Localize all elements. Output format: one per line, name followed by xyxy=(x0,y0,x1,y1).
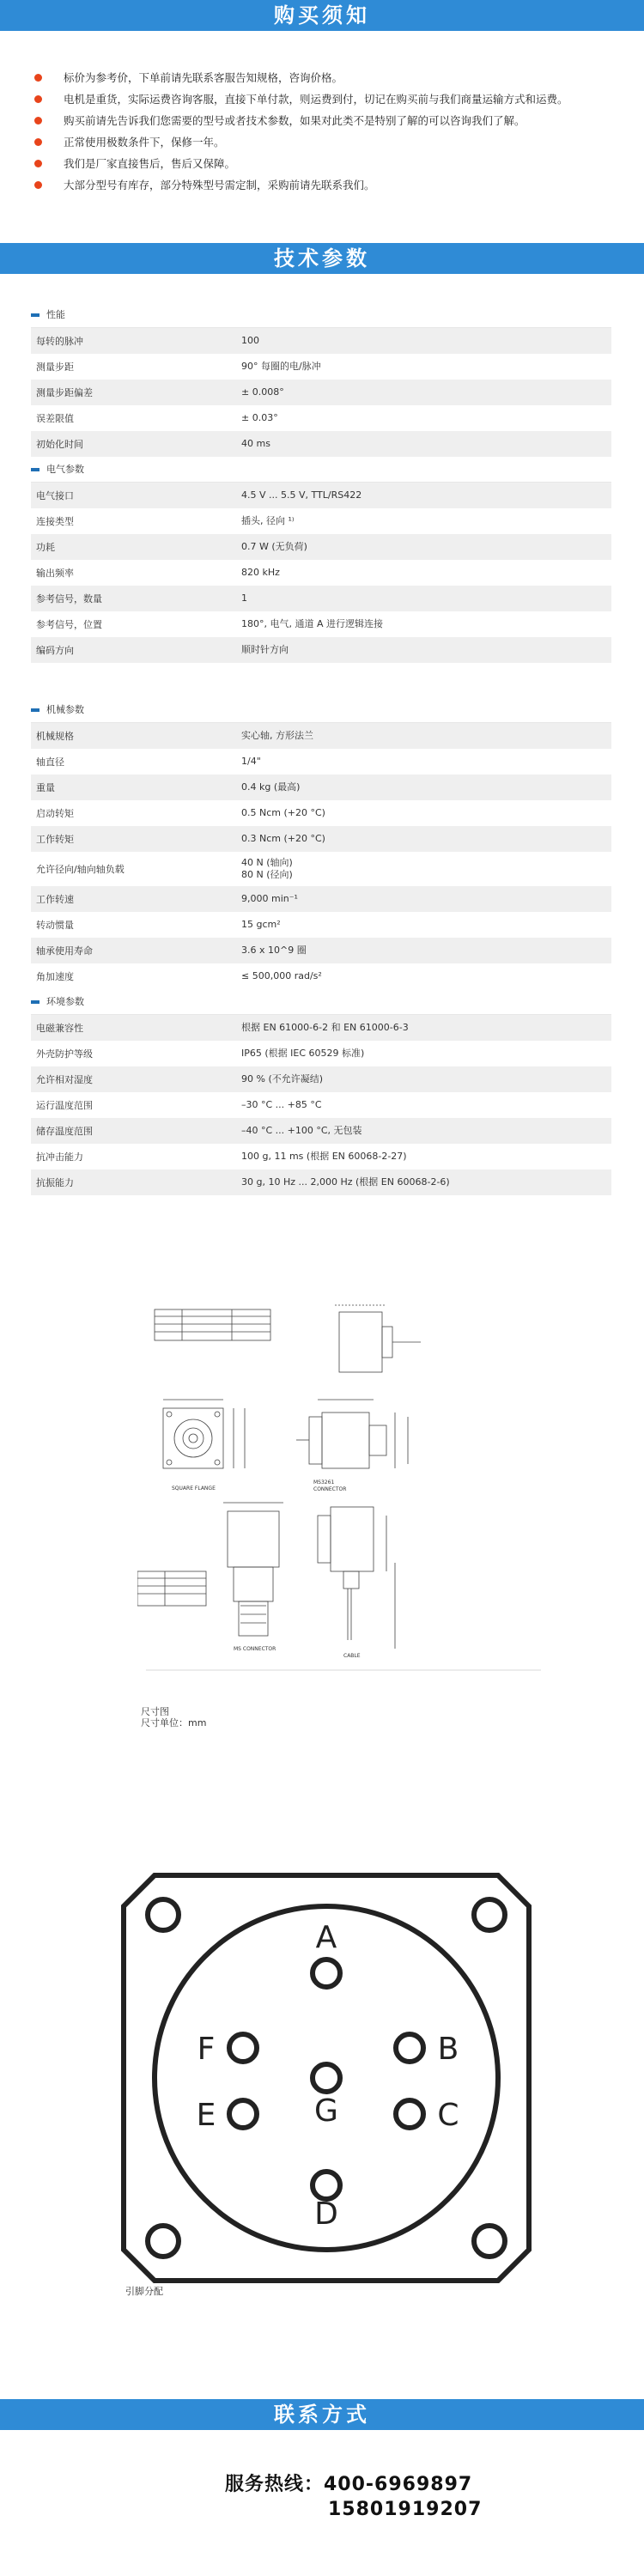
spec-key: 机械规格 xyxy=(36,731,74,742)
notice-item xyxy=(33,174,625,196)
spec-value: ± 0.008° xyxy=(241,386,284,398)
pin-label-f: F xyxy=(197,2032,216,2067)
pin-f xyxy=(229,2034,257,2062)
spec-row xyxy=(31,1118,611,1144)
pin-label-c: C xyxy=(437,2098,459,2133)
spec-row xyxy=(31,586,611,611)
spec-value: 40 N (轴向) 80 N (径向) xyxy=(241,857,293,880)
spec-key: 允许相对湿度 xyxy=(36,1074,93,1085)
spec-value: ± 0.03° xyxy=(241,412,278,423)
purchase-notice-banner xyxy=(0,0,644,31)
spec-row xyxy=(31,508,611,534)
spec-row xyxy=(31,800,611,826)
spec-row xyxy=(31,852,611,886)
spec-rows xyxy=(31,328,611,457)
bullet-dot-icon xyxy=(34,138,42,146)
spec-section-header xyxy=(31,302,611,328)
spec-key: 工作转矩 xyxy=(36,834,74,845)
pin-c xyxy=(396,2100,423,2128)
pin-label-e: E xyxy=(196,2098,216,2133)
banner-title: 购买须知 xyxy=(274,3,370,27)
pinout-svg xyxy=(120,1872,532,2284)
spec-key: 电磁兼容性 xyxy=(36,1023,83,1034)
spec-row xyxy=(31,1144,611,1170)
section-marker-icon xyxy=(31,468,39,471)
spec-value: 40 ms xyxy=(241,438,270,449)
spec-value: 0.4 kg (最高) xyxy=(241,781,301,793)
mount-hole-tl xyxy=(148,1899,179,1930)
bullet-dot-icon xyxy=(34,160,42,167)
dimension-drawing-svg xyxy=(137,1279,541,1674)
tech-specs-banner xyxy=(0,243,644,274)
spec-value: 90° 每圈的电/脉冲 xyxy=(241,361,321,372)
spec-key: 参考信号，数量 xyxy=(36,593,102,605)
spec-row xyxy=(31,1066,611,1092)
spec-key: 轴承使用寿命 xyxy=(36,945,93,957)
drawing-caption-title: 尺寸图 xyxy=(141,1706,169,1717)
contact-banner xyxy=(0,2399,644,2430)
spec-value: 90 % (不允许凝结) xyxy=(241,1073,324,1084)
spec-row xyxy=(31,826,611,852)
banner-title: 技术参数 xyxy=(274,246,370,270)
notice-text: 大部分型号有库存，部分特殊型号需定制，采购前请先联系我们。 xyxy=(64,179,375,191)
spec-key: 每转的脉冲 xyxy=(36,336,83,347)
spec-key: 储存温度范围 xyxy=(36,1126,93,1137)
spec-key: 测量步距偏差 xyxy=(36,387,93,398)
pin-a xyxy=(313,1959,340,1987)
pin-b xyxy=(396,2034,423,2062)
spec-section-title: 机械参数 xyxy=(46,704,84,715)
spec-value: 100 xyxy=(241,335,259,346)
pin-e xyxy=(229,2100,257,2128)
spec-key: 允许径向/轴向轴负载 xyxy=(36,864,125,875)
cable-label: CABLE xyxy=(343,1653,361,1659)
ms-connector-label: MS CONNECTOR xyxy=(234,1646,276,1652)
mount-hole-bl xyxy=(148,2226,179,2257)
spec-row xyxy=(31,723,611,749)
notice-item xyxy=(33,110,625,131)
pin-label-b: B xyxy=(437,2032,459,2067)
notice-text: 我们是厂家直接售后，售后又保障。 xyxy=(64,157,236,170)
spec-rows xyxy=(31,723,611,989)
notice-text: 正常使用极数条件下，保修一年。 xyxy=(64,136,225,149)
spec-row xyxy=(31,637,611,663)
drawing-caption-unit: 尺寸单位：mm xyxy=(141,1717,207,1728)
spec-value: 1/4" xyxy=(241,756,261,767)
ms3261-label: MS3261 xyxy=(313,1479,335,1485)
spec-key: 初始化时间 xyxy=(36,439,83,450)
notice-item xyxy=(33,67,625,88)
notice-item xyxy=(33,131,625,153)
bullet-dot-icon xyxy=(34,117,42,125)
section-marker-icon xyxy=(31,313,39,317)
spec-row xyxy=(31,611,611,637)
service-hotline: 服务热线：400-6969897 xyxy=(225,2474,473,2495)
spec-key: 误差限值 xyxy=(36,413,74,424)
spec-value: 根据 EN 61000-6-2 和 EN 61000-6-3 xyxy=(241,1022,409,1033)
pin-label-g: G xyxy=(314,2093,338,2129)
spec-row xyxy=(31,328,611,354)
spec-value: 实心轴, 方形法兰 xyxy=(241,730,313,741)
banner-title: 联系方式 xyxy=(274,2403,370,2427)
spec-key: 电气接口 xyxy=(36,490,74,501)
spec-value: –30 °C ... +85 °C xyxy=(241,1099,322,1110)
spec-section-title: 电气参数 xyxy=(46,464,84,475)
spec-value: 9,000 min⁻¹ xyxy=(241,893,298,904)
spec-row xyxy=(31,963,611,989)
spec-row xyxy=(31,431,611,457)
spec-row xyxy=(31,1041,611,1066)
spec-section-header xyxy=(31,697,611,723)
spec-row xyxy=(31,938,611,963)
spec-row xyxy=(31,749,611,775)
spec-key: 启动转矩 xyxy=(36,808,74,819)
connector-label: CONNECTOR xyxy=(313,1486,347,1492)
spec-value: –40 °C ... +100 °C, 无包装 xyxy=(241,1125,362,1136)
spec-key: 轴直径 xyxy=(36,756,64,768)
spec-value: ≤ 500,000 rad/s² xyxy=(241,970,322,981)
spec-rows xyxy=(31,483,611,663)
spec-key: 角加速度 xyxy=(36,971,74,982)
purchase-notice-list xyxy=(33,67,625,196)
spec-row xyxy=(31,483,611,508)
section-marker-icon xyxy=(31,1000,39,1004)
spec-row xyxy=(31,912,611,938)
notice-text: 电机是重货，实际运费咨询客服，直接下单付款，则运费到付，切记在购买前与我们商量运输方式和运费。 xyxy=(64,93,568,106)
notice-item xyxy=(33,153,625,174)
spec-key: 抗振能力 xyxy=(36,1177,74,1188)
spec-key: 连接类型 xyxy=(36,516,74,527)
spec-row xyxy=(31,405,611,431)
bullet-dot-icon xyxy=(34,74,42,82)
spec-key: 重量 xyxy=(36,782,55,793)
spec-value: 820 kHz xyxy=(241,567,280,578)
spec-value: 插头, 径向 ¹⁾ xyxy=(241,515,295,526)
spec-key: 功耗 xyxy=(36,542,55,553)
spec-key: 输出频率 xyxy=(36,568,74,579)
spec-rows xyxy=(31,1015,611,1195)
bullet-dot-icon xyxy=(34,95,42,103)
pin-label-a: A xyxy=(315,1920,337,1955)
spec-section-title: 性能 xyxy=(46,309,65,320)
spec-value: 1 xyxy=(241,592,247,604)
spec-key: 运行温度范围 xyxy=(36,1100,93,1111)
spec-row xyxy=(31,1170,611,1195)
connector-pinout xyxy=(120,1872,532,2287)
notice-text: 标价为参考价，下单前请先联系客服告知规格，咨询价格。 xyxy=(64,71,343,84)
spec-value: 180°, 电气, 通道 A 进行逻辑连接 xyxy=(241,618,383,629)
spec-value: 0.5 Ncm (+20 °C) xyxy=(241,807,325,818)
square-flange-label: SQUARE FLANGE xyxy=(172,1485,216,1492)
spec-key: 转动惯量 xyxy=(36,920,74,931)
spec-row xyxy=(31,1015,611,1041)
spec-value: 100 g, 11 ms (根据 EN 60068-2-27) xyxy=(241,1151,407,1162)
spec-table xyxy=(31,302,611,1195)
spec-key: 外壳防护等级 xyxy=(36,1048,93,1060)
spec-row xyxy=(31,354,611,380)
spec-row xyxy=(31,380,611,405)
pin-g xyxy=(313,2064,340,2092)
spec-value: IP65 (根据 IEC 60529 标准) xyxy=(241,1048,365,1059)
bullet-dot-icon xyxy=(34,181,42,189)
spec-row xyxy=(31,1092,611,1118)
spec-row xyxy=(31,886,611,912)
spec-row xyxy=(31,560,611,586)
pin-d xyxy=(313,2172,340,2199)
spec-value: 0.7 W (无负荷) xyxy=(241,541,307,552)
notice-text: 购买前请先告诉我们您需要的型号或者技术参数，如果对此类不是特别了解的可以咨询我们了解。 xyxy=(64,114,526,127)
spec-key: 工作转速 xyxy=(36,894,74,905)
spec-row xyxy=(31,775,611,800)
spec-section-header xyxy=(31,989,611,1015)
spec-key: 抗冲击能力 xyxy=(36,1151,83,1163)
spec-value: 0.3 Ncm (+20 °C) xyxy=(241,833,325,844)
spec-section-header xyxy=(31,457,611,483)
mount-hole-tr xyxy=(474,1899,505,1930)
pin-label-d: D xyxy=(314,2196,338,2232)
section-marker-icon xyxy=(31,708,39,712)
spec-value: 顺时针方向 xyxy=(241,644,289,655)
mount-hole-br xyxy=(474,2226,505,2257)
spec-value: 15 gcm² xyxy=(241,919,281,930)
spec-key: 编码方向 xyxy=(36,645,74,656)
spec-key: 参考信号，位置 xyxy=(36,619,102,630)
spec-value: 4.5 V ... 5.5 V, TTL/RS422 xyxy=(241,489,362,501)
mobile-number: 15801919207 xyxy=(328,2499,483,2520)
dimension-drawing xyxy=(137,1279,541,1692)
notice-item xyxy=(33,88,625,110)
spec-value: 30 g, 10 Hz ... 2,000 Hz (根据 EN 60068-2-6) xyxy=(241,1176,450,1188)
pinout-caption: 引脚分配 xyxy=(125,2286,163,2297)
spec-key: 测量步距 xyxy=(36,361,74,373)
spec-row xyxy=(31,534,611,560)
spec-section-title: 环境参数 xyxy=(46,996,84,1007)
spec-value: 3.6 x 10^9 圈 xyxy=(241,945,307,956)
section-gap xyxy=(31,663,611,697)
